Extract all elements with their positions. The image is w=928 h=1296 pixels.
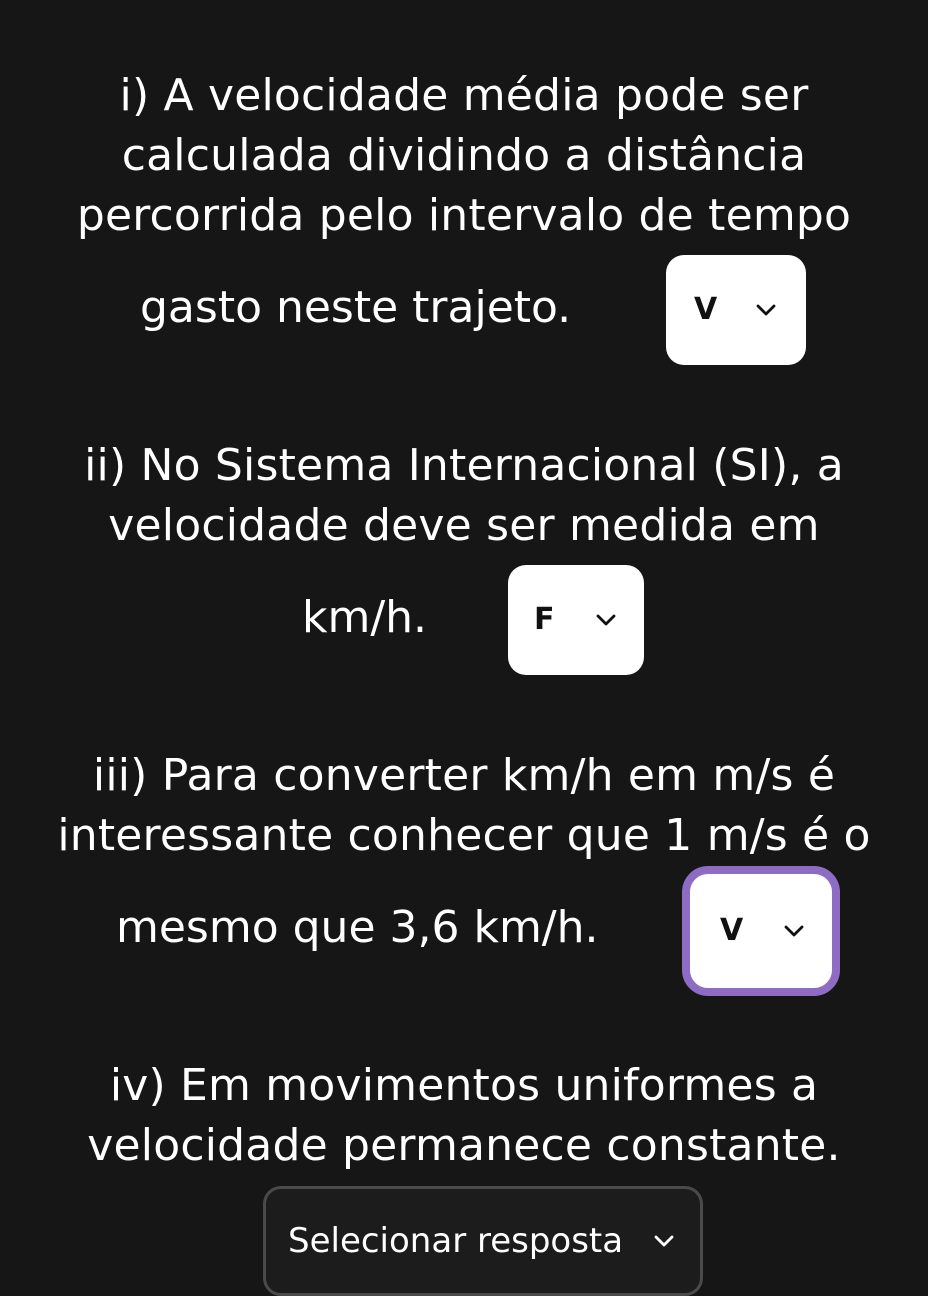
answer-select-4[interactable]	[263, 1186, 703, 1296]
question-4-line-2: velocidade permanece constante.	[87, 1120, 841, 1171]
question-1-line-1: i) A velocidade média pode ser	[119, 70, 809, 121]
chevron-down-icon	[754, 298, 778, 322]
chevron-down-icon	[782, 919, 806, 943]
question-1-line-3: percorrida pelo intervalo de tempo	[76, 190, 852, 241]
answer-select-1[interactable]	[666, 255, 806, 365]
question-3-line-1: iii) Para converter km/h em m/s é	[92, 750, 836, 801]
question-2-line-1: ii) No Sistema Internacional (SI), a	[84, 440, 844, 491]
question-3-line-3: mesmo que 3,6 km/h.	[116, 902, 599, 953]
question-4-line-1: iv) Em movimentos uniformes a	[109, 1060, 819, 1111]
chevron-down-icon	[594, 608, 618, 632]
answer-select-2[interactable]	[508, 565, 644, 675]
answer-select-4-placeholder: Selecionar resposta	[288, 1221, 624, 1261]
question-1-line-2: calculada dividindo a distância	[121, 130, 807, 181]
question-3-line-2: interessante conhecer que 1 m/s é o	[57, 810, 871, 861]
chevron-down-icon	[652, 1229, 676, 1253]
answer-select-3-value: V	[720, 913, 744, 948]
question-2-line-2: velocidade deve ser medida em	[108, 500, 820, 551]
answer-select-1-value: V	[694, 292, 718, 327]
answer-select-2-value: F	[534, 602, 555, 637]
question-2-line-3: km/h.	[302, 592, 428, 643]
answer-select-3[interactable]	[682, 866, 840, 996]
question-1-line-4: gasto neste trajeto.	[140, 282, 572, 333]
